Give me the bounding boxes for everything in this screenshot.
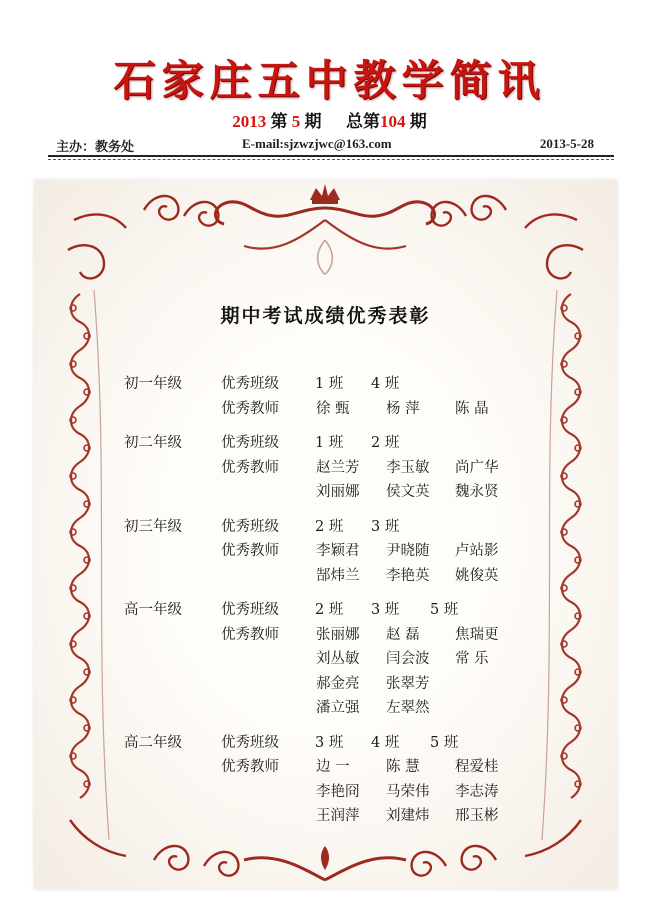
teacher-name: 赵兰芳 (316, 459, 360, 476)
class-label: 优秀班级 (221, 518, 279, 535)
class-item: 2 班 (315, 602, 344, 618)
teacher-label: 优秀教师 (221, 459, 279, 476)
issue-number: 5 (291, 112, 301, 131)
teacher-name: 陈 慧 (386, 759, 420, 775)
teacher-name: 李颖君 (316, 543, 360, 559)
teacher-name: 左翠然 (386, 700, 430, 716)
teacher-name: 张翠芳 (386, 675, 430, 692)
class-item: 5 班 (430, 602, 459, 618)
right-vine (561, 294, 581, 798)
teacher-name: 尚广华 (455, 459, 499, 476)
teacher-name: 李艳冏 (316, 783, 360, 800)
teacher-name: 马荣伟 (386, 783, 430, 800)
class-item: 1 班 (315, 376, 344, 392)
class-item: 1 班 (315, 435, 344, 451)
teacher-name: 徐 甄 (316, 400, 350, 417)
grade-label: 初二年级 (124, 435, 182, 451)
grade-label: 高二年级 (124, 734, 182, 751)
certificate-title: 期中考试成绩优秀表彰 (220, 305, 431, 327)
class-item: 3 班 (371, 518, 400, 535)
class-item: 3 班 (315, 734, 344, 751)
teacher-name: 李志涛 (455, 783, 499, 800)
left-vine (70, 294, 90, 798)
class-item: 2 班 (315, 518, 344, 535)
teacher-label: 优秀教师 (221, 543, 279, 559)
total-prefix: 总第 (346, 112, 380, 131)
issue-year: 2013 (232, 112, 267, 131)
masthead-title: 石家庄五中教学简讯 (113, 56, 546, 105)
teacher-name: 闫会波 (386, 651, 430, 667)
teacher-name: 刘丽娜 (316, 484, 360, 500)
teacher-name: 魏永贤 (455, 484, 499, 500)
teacher-name: 王润萍 (316, 808, 360, 824)
top-ornament (68, 184, 583, 278)
teacher-name: 李玉敏 (386, 459, 430, 476)
class-item: 3 班 (371, 602, 400, 618)
teacher-name: 郝金亮 (316, 675, 360, 692)
publish-date: 2013-5-28 (539, 136, 594, 151)
certificate-panel (34, 180, 617, 889)
class-label: 优秀班级 (221, 376, 279, 392)
teacher-label: 优秀教师 (221, 759, 279, 775)
teacher-name: 陈 晶 (455, 400, 489, 417)
class-item: 5 班 (430, 734, 459, 751)
teacher-name: 刘建炜 (386, 808, 430, 824)
teacher-name: 邢玉彬 (455, 808, 499, 824)
teacher-name: 边 一 (316, 759, 350, 775)
sponsor-text: 主办：教务处 (56, 139, 135, 154)
teacher-name: 郜炜兰 (316, 567, 360, 584)
class-label: 优秀班级 (221, 602, 279, 618)
teacher-name: 姚俊英 (455, 567, 499, 584)
class-label: 优秀班级 (221, 435, 279, 451)
class-item: 4 班 (371, 376, 400, 392)
grade-label: 初三年级 (124, 518, 182, 535)
issue-line (0, 107, 659, 132)
teacher-label: 优秀教师 (221, 400, 279, 417)
teacher-name: 张丽娜 (316, 626, 360, 643)
header-rule-dashed (48, 159, 614, 160)
bottom-ornament (70, 820, 581, 880)
teacher-name: 杨 萍 (386, 400, 420, 417)
issue-word-qi: 期 (304, 112, 322, 131)
teacher-name: 程爱桂 (455, 759, 499, 775)
class-item: 2 班 (371, 435, 400, 451)
email-text: E-mail:sjzwzjwc@163.com (242, 136, 392, 151)
teacher-name: 常 乐 (455, 651, 489, 667)
teacher-name: 赵 磊 (386, 626, 420, 643)
total-issue-number: 104 (380, 112, 406, 131)
teacher-name: 李艳英 (386, 567, 430, 584)
grade-label: 初一年级 (124, 376, 182, 392)
header-rule (48, 155, 614, 157)
teacher-name: 卢站影 (455, 543, 499, 559)
class-item: 4 班 (371, 734, 400, 751)
class-label: 优秀班级 (221, 734, 279, 751)
total-suffix: 期 (409, 112, 427, 131)
issue-word-di: 第 (270, 112, 288, 131)
teacher-name: 侯文英 (386, 484, 430, 500)
teacher-name: 焦瑞更 (455, 626, 499, 643)
info-line (48, 136, 608, 156)
teacher-label: 优秀教师 (221, 626, 279, 643)
teacher-name: 潘立强 (316, 700, 360, 716)
teacher-name: 尹晓随 (386, 543, 430, 559)
teacher-name: 刘丛敏 (316, 651, 360, 667)
grade-label: 高一年级 (124, 602, 182, 618)
